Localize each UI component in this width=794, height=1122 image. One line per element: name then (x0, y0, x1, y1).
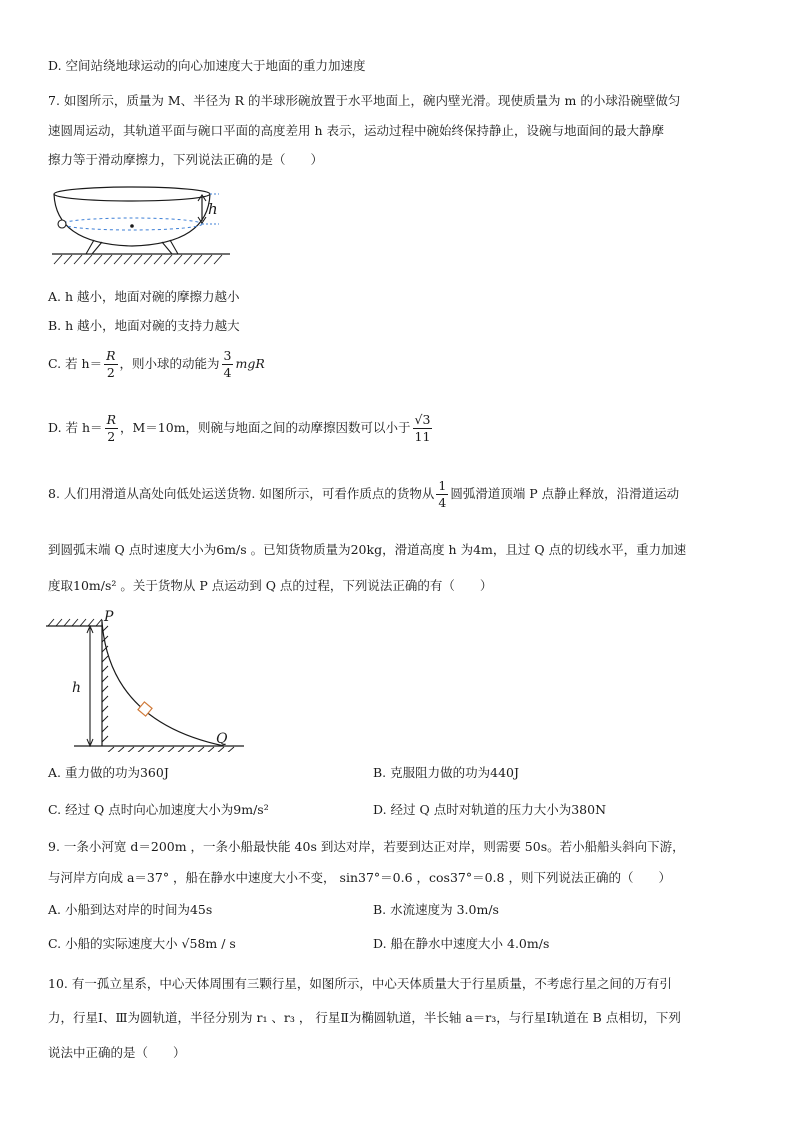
q7-option-d-frac2-den: 11 (414, 429, 431, 444)
q9-option-c: C. 小船的实际速度大小 √58m / s (48, 936, 236, 951)
q8-stem-line-1-suffix: 圆弧滑道顶端 P 点静止释放，沿滑道运动 (450, 486, 680, 501)
q8-option-a: A. 重力做的功为360J (48, 765, 169, 780)
q7-option-c-frac2-den: 4 (223, 365, 232, 380)
q10-stem-line-1: 10. 有一孤立星系，中心天体周围有三颗行星，如图所示，中心天体质量大于行星质量，不考虑行星之间的万有引 (48, 976, 672, 991)
q8-stem-line-1 (48, 478, 679, 511)
q7-stem-line-2: 速圆周运动，其轨道平面与碗口平面的高度差用 h 表示，运动过程中碗始终保持静止，设碗与地面间的最大静摩 (48, 123, 664, 138)
q7-option-c (48, 348, 265, 381)
q7-option-c-frac1-den: 2 (106, 365, 115, 380)
q7-option-d-frac1-den: 2 (107, 429, 116, 444)
q9-stem-line-1: 9. 一条小河宽 d＝200m ，一条小船最快能 40s 到达对岸，若要到达正对岸，则需要 50s。若小船船头斜向下游， (48, 839, 685, 854)
q7-stem-line-1: 7. 如图所示，质量为 M、半径为 R 的半球形碗放置于水平地面上，碗内壁光滑。现使质量为 m 的小球沿碗壁做匀 (48, 93, 681, 108)
q7-option-a: A. h 越小，地面对碗的摩擦力越小 (48, 289, 240, 304)
q10-stem-line-3: 说法中正确的是（ ） (48, 1045, 186, 1060)
q9-option-b: B. 水流速度为 3.0m/s (373, 902, 499, 917)
q7-option-d (48, 412, 434, 445)
q7-option-c-fraction-1 (104, 348, 117, 381)
q7-option-c-frac1-num: R (106, 348, 116, 363)
q8-stem-line-1-prefix: 8. 人们用滑道从高处向低处运送货物. 如图所示，可看作质点的货物从 (48, 486, 435, 501)
q7-option-d-middle: ，M＝10m，则碗与地面之间的动摩擦因数可以小于 (119, 420, 411, 435)
q8-option-b: B. 克服阻力做的功为440J (373, 765, 520, 780)
q9-stem-line-2: 与河岸方向成 a＝37° ，船在静水中速度大小不变， sin37°＝0.6 ，cos37°＝0.8 ，则下列说法正确的（ ） (48, 870, 671, 885)
q6-option-d: D. 空间站绕地球运动的向心加速度大于地面的重力加速度 (48, 58, 366, 73)
q7-option-d-fraction-1 (105, 412, 118, 445)
q8-stem-line-2: 到圆弧末端 Q 点时速度大小为6m/s 。已知货物质量为20kg，滑道高度 h 为4m，且过 Q 点的切线水平，重力加速 (48, 542, 687, 557)
q8-figure-p-label: P (104, 609, 114, 625)
q8-figure-h-label: h (72, 680, 82, 696)
q7-option-d-frac1-num: R (106, 412, 116, 427)
q7-option-d-frac2-num: √3 (414, 412, 431, 427)
q8-stem-fraction (436, 478, 448, 511)
q7-option-c-fraction-2 (222, 348, 234, 381)
q9-option-a: A. 小船到达对岸的时间为45s (48, 902, 213, 917)
q10-stem-line-2: 力，行星Ⅰ、Ⅲ为圆轨道，半径分别为 r₁ 、r₃ ， 行星Ⅱ为椭圆轨道，半长轴 a＝r₃，与行星Ⅰ轨道在 B 点相切，下列 (48, 1010, 681, 1025)
q7-option-c-prefix: C. 若 h＝ (48, 356, 103, 371)
q7-option-d-prefix: D. 若 h＝ (48, 420, 103, 435)
q7-option-d-fraction-2 (413, 412, 433, 445)
q7-option-b: B. h 越小，地面对碗的支持力越大 (48, 318, 240, 333)
q8-stem-frac-num: 1 (438, 478, 447, 493)
q8-stem-frac-den: 4 (438, 495, 447, 510)
q7-option-c-suffix: mgR (235, 356, 265, 371)
q7-option-c-middle: ，则小球的动能为 (119, 356, 220, 371)
q8-figure-q-label: Q (216, 731, 228, 747)
q7-figure-h-label: h (208, 200, 218, 218)
q7-stem-line-3: 擦力等于滑动摩擦力，下列说法正确的是（ ） (48, 152, 324, 167)
q8-option-d: D. 经过 Q 点时对轨道的压力大小为380N (373, 802, 607, 817)
q9-option-d: D. 船在静水中速度大小 4.0m/s (373, 936, 550, 951)
q7-bowl-figure (44, 180, 274, 270)
q8-stem-line-3: 度取10m/s² 。关于货物从 P 点运动到 Q 点的过程，下列说法正确的有（ ） (48, 578, 493, 593)
q8-option-c: C. 经过 Q 点时向心加速度大小为9m/s² (48, 802, 269, 817)
q7-option-c-frac2-num: 3 (223, 348, 232, 363)
